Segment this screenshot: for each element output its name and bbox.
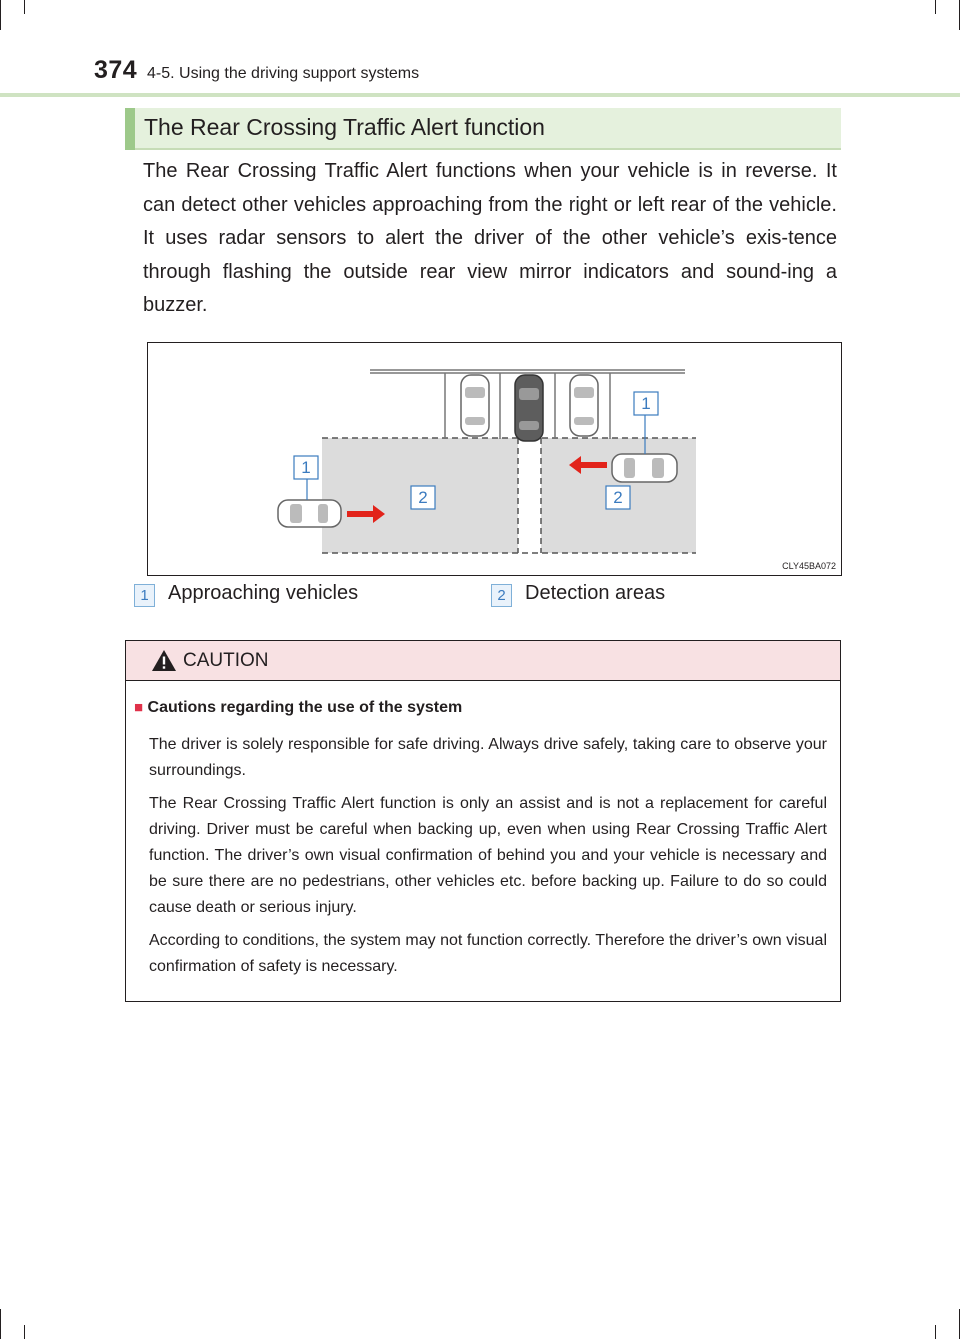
caution-paragraph: The driver is solely responsible for safe driving. Always drive safely, taking care to observe your surroundings. <box>149 736 827 779</box>
callout-number: 1 <box>301 458 311 477</box>
callout-1-right <box>634 392 658 415</box>
caution-title: CAUTION <box>183 650 269 671</box>
title-accent-bar <box>125 108 135 150</box>
crop-mark <box>935 0 936 14</box>
ego-vehicle <box>515 375 543 441</box>
legend-number: 2 <box>491 584 512 607</box>
page-number: 374 <box>94 56 138 84</box>
callout-1-left <box>294 456 318 479</box>
crop-mark <box>0 1309 1 1339</box>
legend-number: 1 <box>134 584 155 607</box>
parked-car <box>570 375 598 436</box>
callout-2-left <box>411 486 435 509</box>
caution-paragraph: The Rear Crossing Traffic Alert function is only an assist and is not a replacement for careful driving. Driver must be careful when backing up, even when using Rear Crossing Traffic Alert function. The driver’s own visual confirmation of behind you and your vehicle is necessary and be sure there are no pedestrians, other vehicles etc. before backing up. Failure to do so could cause death or serious injury. <box>149 795 827 916</box>
caution-box <box>125 640 841 1002</box>
section-title: The Rear Crossing Traffic Alert function <box>144 114 545 140</box>
callout-2-right <box>606 486 630 509</box>
header-rule <box>0 93 960 97</box>
intro-paragraph: The Rear Crossing Traffic Alert functions when your vehicle is in reverse. It can detect other vehicles approaching from the right or left rear of the vehicle. It uses radar sensors to alert the driver of the other vehicle’s exis-tence through flashing the outside rear view mirror indicators and sound-ing a buzzer. <box>143 160 837 316</box>
parking-illustration <box>147 342 842 576</box>
caution-header <box>126 641 840 681</box>
crop-mark <box>935 1325 936 1339</box>
caution-paragraph: According to conditions, the system may not function correctly. Therefore the driver’s own visual confirmation of safety is necessary. <box>149 932 827 975</box>
legend-label: Detection areas <box>525 582 666 604</box>
approaching-vehicle-left <box>278 500 341 527</box>
figure-code: CLY45BA072 <box>782 561 836 571</box>
callout-number: 2 <box>418 488 428 507</box>
crop-mark <box>24 1325 25 1339</box>
crop-mark <box>0 0 1 30</box>
parking-diagram <box>148 343 841 575</box>
caution-subheading-text: Cautions regarding the use of the system <box>147 699 463 716</box>
approaching-vehicle-right <box>612 454 677 482</box>
caution-subheading <box>134 699 462 717</box>
parked-car <box>461 375 489 436</box>
callout-number: 1 <box>641 394 651 413</box>
crop-mark <box>24 0 25 14</box>
legend-label: Approaching vehicles <box>168 582 359 604</box>
callout-number: 2 <box>613 488 623 507</box>
bullet-square-icon: ■ <box>134 699 144 716</box>
warning-icon <box>151 649 177 672</box>
section-header: 4-5. Using the driving support systems <box>147 65 420 82</box>
section-title-box <box>125 108 841 150</box>
